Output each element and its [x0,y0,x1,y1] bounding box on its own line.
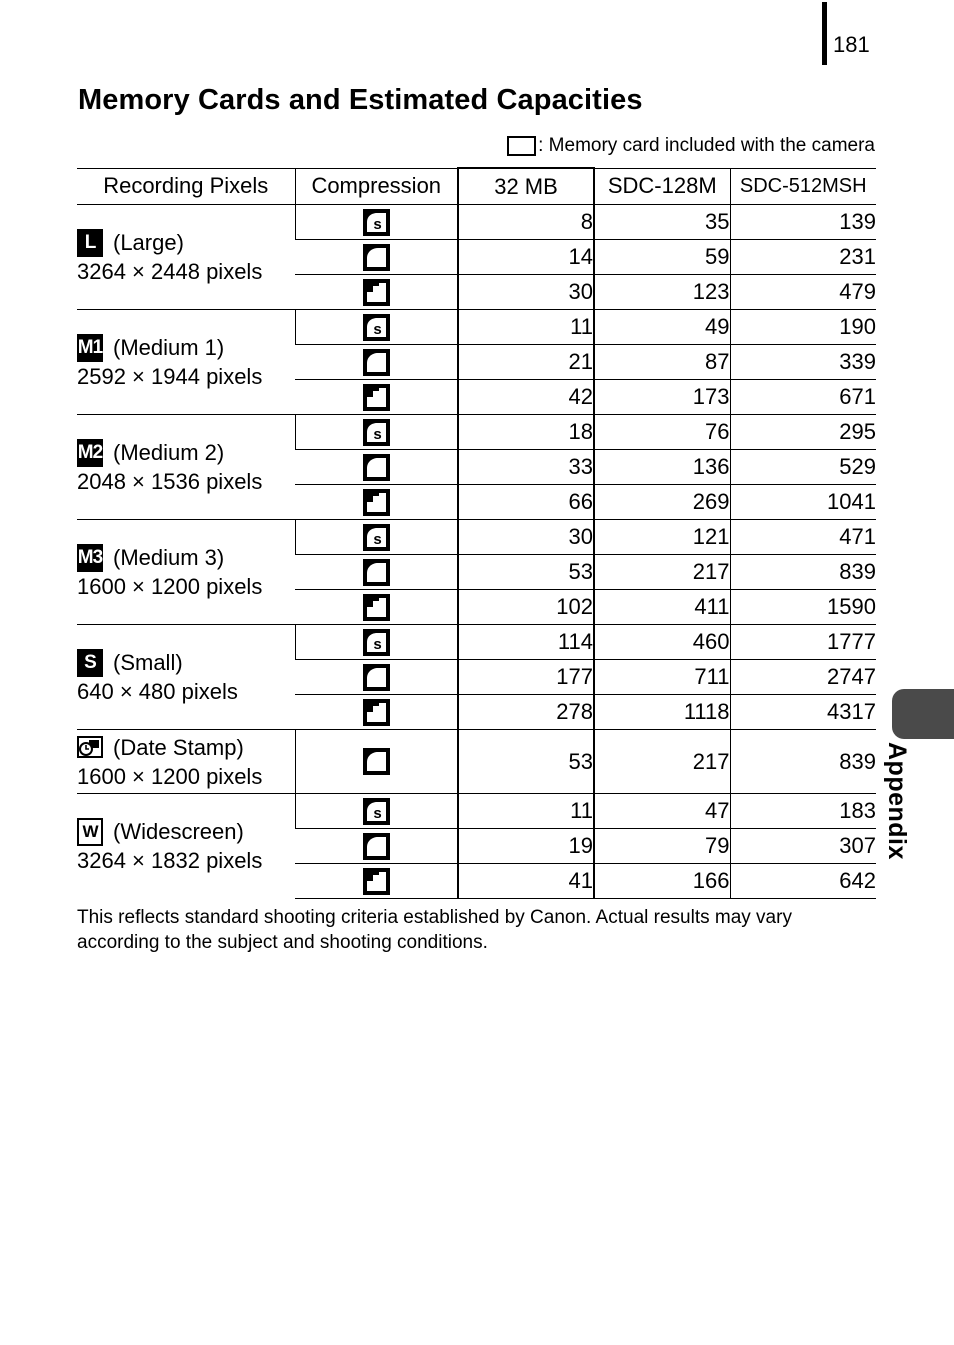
compression-cell [295,380,458,415]
capacity-sdc-512msh: 307 [730,829,876,864]
capacity-32mb: 42 [458,380,594,415]
fine-icon [363,454,390,481]
header-32mb: 32 MB [458,168,594,205]
compression-cell [295,485,458,520]
resolution-size: 2592 × 1944 pixels [77,364,263,389]
capacity-32mb: 19 [458,829,594,864]
compression-cell [295,794,458,829]
page-number: 181 [833,32,870,57]
capacity-32mb: 8 [458,205,594,240]
compression-cell [295,590,458,625]
compression-cell [295,205,458,240]
capacity-sdc-128m: 59 [594,240,730,275]
capacity-sdc-512msh: 839 [730,555,876,590]
compression-cell [295,660,458,695]
resolution-size: 3264 × 1832 pixels [77,848,263,874]
legend-box-icon [507,136,536,156]
side-tab [892,689,954,739]
recording-pixels-cell [77,730,295,794]
resolution-name-line [77,438,295,467]
resolution-name: (Date Stamp) [113,734,244,760]
capacity-sdc-128m: 166 [594,864,730,899]
capacity-sdc-512msh: 471 [730,520,876,555]
table-row [77,625,876,660]
capacity-sdc-512msh: 1041 [730,485,876,520]
mode-l-icon: L [77,229,103,257]
recording-pixels-cell [77,205,295,310]
capacity-sdc-128m: 269 [594,485,730,520]
capacity-32mb: 114 [458,625,594,660]
superfine-icon [363,419,390,446]
resolution-name-line [77,817,295,846]
table-row [77,520,876,555]
date-stamp-icon [77,733,103,761]
compression-cell [295,864,458,899]
capacity-sdc-512msh: 642 [730,864,876,899]
compression-cell [295,345,458,380]
capacity-sdc-512msh: 2747 [730,660,876,695]
capacity-sdc-128m: 79 [594,829,730,864]
resolution-size: 1600 × 1200 pixels [77,763,263,789]
header-recording-pixels: Recording Pixels [77,168,295,205]
capacity-sdc-128m: 411 [594,590,730,625]
mode-w-icon: W [77,818,103,846]
capacity-sdc-512msh: 839 [730,730,876,794]
capacity-sdc-512msh: 190 [730,310,876,345]
table-body [77,205,876,899]
capacity-sdc-128m: 47 [594,794,730,829]
capacity-sdc-128m: 217 [594,730,730,794]
recording-pixels-cell [77,625,295,730]
svg-text:s: s [373,320,382,338]
header-sdc-512msh: SDC-512MSH [730,168,876,205]
capacity-32mb: 53 [458,730,594,794]
capacity-sdc-512msh: 671 [730,380,876,415]
resolution-size: 1600 × 1200 pixels [77,574,263,599]
capacity-32mb: 30 [458,275,594,310]
table-header-row [77,168,876,205]
capacity-sdc-128m: 217 [594,555,730,590]
mode-m3-icon: M3 [77,544,103,572]
resolution-name: (Small) [113,650,183,675]
recording-pixels-cell [77,310,295,415]
compression-cell [295,695,458,730]
table-row [77,310,876,345]
svg-text:s: s [373,215,382,233]
capacity-32mb: 11 [458,310,594,345]
resolution-size: 640 × 480 pixels [77,679,238,704]
capacity-32mb: 66 [458,485,594,520]
resolution-size: 2048 × 1536 pixels [77,469,263,494]
svg-text:s: s [373,530,382,548]
compression-cell [295,555,458,590]
normal-icon [363,594,390,621]
mode-s-icon: S [77,649,103,677]
capacity-table [77,167,876,899]
normal-icon [363,279,390,306]
resolution-name: (Widescreen) [113,819,244,845]
capacity-sdc-128m: 123 [594,275,730,310]
resolution-name-line [77,543,295,572]
compression-cell [295,415,458,450]
capacity-sdc-512msh: 295 [730,415,876,450]
capacity-sdc-512msh: 183 [730,794,876,829]
capacity-sdc-128m: 121 [594,520,730,555]
compression-cell [295,310,458,345]
capacity-32mb: 14 [458,240,594,275]
capacity-sdc-512msh: 339 [730,345,876,380]
resolution-name: (Medium 3) [113,545,225,570]
legend [507,135,875,157]
mode-m2-icon: M2 [77,439,103,467]
mode-m1-icon: M1 [77,334,103,362]
normal-icon [363,384,390,411]
capacity-32mb: 177 [458,660,594,695]
capacity-sdc-128m: 173 [594,380,730,415]
table-row [77,415,876,450]
capacity-sdc-128m: 49 [594,310,730,345]
side-tab-text: Appendix [883,742,911,860]
superfine-icon [363,524,390,551]
superfine-icon [363,209,390,236]
capacity-sdc-512msh: 479 [730,275,876,310]
compression-cell [295,450,458,485]
capacity-sdc-512msh: 231 [730,240,876,275]
capacity-sdc-128m: 136 [594,450,730,485]
recording-pixels-cell [77,794,295,899]
capacity-sdc-512msh: 529 [730,450,876,485]
fine-icon [363,244,390,271]
resolution-name-line [77,228,295,257]
capacity-sdc-128m: 76 [594,415,730,450]
capacity-sdc-128m: 460 [594,625,730,660]
capacity-sdc-128m: 35 [594,205,730,240]
side-tab-label [882,742,922,872]
fine-icon [363,664,390,691]
table-row [77,205,876,240]
recording-pixels-cell [77,520,295,625]
capacity-sdc-128m: 1118 [594,695,730,730]
capacity-sdc-128m: 711 [594,660,730,695]
capacity-32mb: 278 [458,695,594,730]
table-row [77,730,876,794]
superfine-icon [363,629,390,656]
capacity-sdc-512msh: 4317 [730,695,876,730]
capacity-32mb: 53 [458,555,594,590]
fine-icon [363,559,390,586]
compression-cell [295,520,458,555]
page-title: Memory Cards and Estimated Capacities [78,84,643,116]
resolution-name-line [77,648,295,677]
footnote: This reflects standard shooting criteria established by Canon. Actual results may vary according to the subject and shooting conditions. [77,907,792,953]
compression-cell [295,829,458,864]
resolution-name-line [77,733,295,762]
compression-cell [295,625,458,660]
capacity-32mb: 11 [458,794,594,829]
compression-cell [295,240,458,275]
normal-icon [363,489,390,516]
capacity-32mb: 21 [458,345,594,380]
fine-icon [363,748,390,775]
resolution-name-line [77,333,295,362]
fine-icon [363,349,390,376]
page-number-bar [822,2,827,65]
svg-text:s: s [373,635,382,653]
resolution-size: 3264 × 2448 pixels [77,259,263,284]
capacity-sdc-512msh: 1590 [730,590,876,625]
capacity-32mb: 33 [458,450,594,485]
capacity-32mb: 41 [458,864,594,899]
compression-cell [295,275,458,310]
svg-text:s: s [373,804,382,822]
resolution-name: (Medium 2) [113,440,225,465]
superfine-icon [363,798,390,825]
legend-text: : Memory card included with the camera [538,135,875,156]
superfine-icon [363,314,390,341]
capacity-sdc-512msh: 139 [730,205,876,240]
capacity-32mb: 102 [458,590,594,625]
capacity-sdc-512msh: 1777 [730,625,876,660]
resolution-name: (Medium 1) [113,335,225,360]
header-compression: Compression [295,168,458,205]
normal-icon [363,699,390,726]
header-sdc-128m: SDC-128M [594,168,730,205]
fine-icon [363,833,390,860]
capacity-sdc-128m: 87 [594,345,730,380]
compression-cell [295,730,458,794]
recording-pixels-cell [77,415,295,520]
resolution-name: (Large) [113,230,184,255]
capacity-32mb: 30 [458,520,594,555]
table-row [77,794,876,829]
capacity-32mb: 18 [458,415,594,450]
normal-icon [363,868,390,895]
svg-text:s: s [373,425,382,443]
